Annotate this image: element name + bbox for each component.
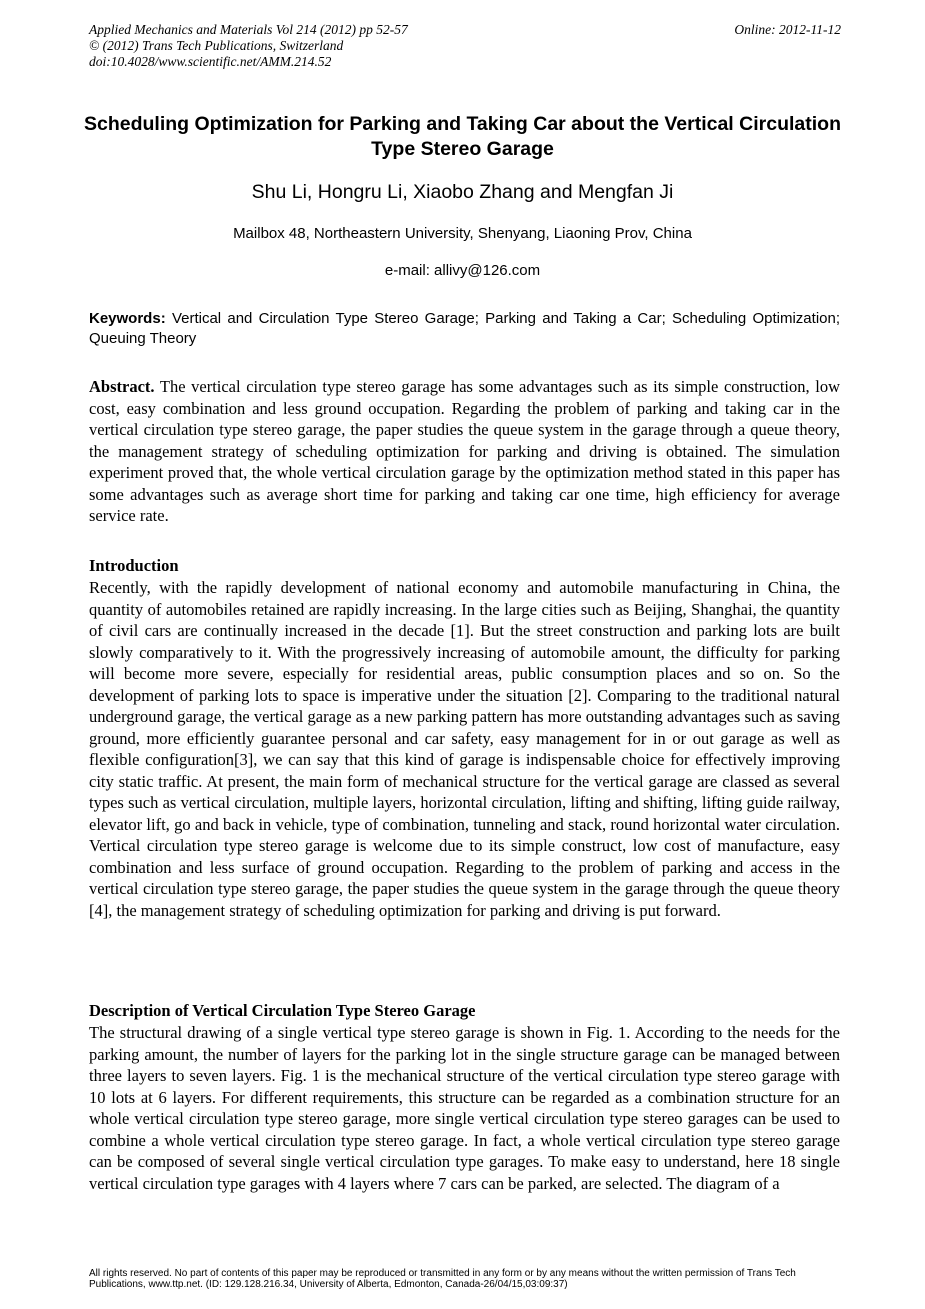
- affiliation: Mailbox 48, Northeastern University, Shenyang, Liaoning Prov, China: [233, 225, 692, 242]
- running-header: [89, 22, 841, 70]
- section-heading-introduction: Introduction: [89, 556, 179, 575]
- contact-email: e-mail: allivy@126.com: [384, 262, 541, 279]
- keywords-label: Keywords:: [89, 310, 166, 327]
- abstract-label: Abstract.: [89, 377, 155, 396]
- abstract-text: The vertical circulation type stereo garage has some advantages such as its simple construction, low cost, easy combination and less ground occupation. Regarding the problem of parking and taking car in the vertical circulation type stereo garage, the paper studies the queue system in the garage through a queue theory, the management strategy of scheduling optimization for parking and driving is obtained. The simulation experiment proved that, the whole vertical circulation garage by the optimization method stated in this paper has some advantages such as average short time for parking and taking car one time, high efficiency for average service rate.: [89, 377, 841, 525]
- section-heading-description: Description of Vertical Circulation Type Stereo Garage: [89, 1001, 476, 1020]
- rights-footer: All rights reserved. No part of contents of this paper may be reproduced or transmitted in any form or by any means without the written permission of Trans Tech Publications, www.ttp.net. (ID: 129.128.216.34, University of Alberta, Edmonton, Canada-26/04/15,03:09:37): [89, 1268, 796, 1290]
- abstract-block: [89, 376, 840, 527]
- journal-citation: Applied Mechanics and Materials Vol 214 (2012) pp 52-57: [89, 22, 408, 37]
- paper-title: Scheduling Optimization for Parking and Taking Car about the Vertical Circulation Type Stereo Garage: [84, 113, 841, 160]
- section-text-description: The structural drawing of a single vertical type stereo garage is shown in Fig. 1. According to the needs for the parking amount, the number of layers for the parking lot in the single structure garage can be managed between three layers to seven layers. Fig. 1 is the mechanical structure of the vertical circulation type stereo garage with 10 lots at 6 layers. For different requirements, this structure can be regarded as a combination structure for an whole vertical circulation type stereo garage, more single vertical circulation type stereo garages can be used to combine a whole vertical circulation type stereo garage. In fact, a whole vertical circulation type stereo garage can be composed of several single vertical circulation type garages. To make easy to understand, here 18 single vertical circulation type garages with 4 layers where 7 cars can be parked, are selected. The diagram of a: [89, 1023, 840, 1193]
- section-text-introduction: Recently, with the rapidly development of national economy and automobile manufacturing in China, the quantity of automobiles retained are rapidly increasing. In the large cities such as Beijing, Shanghai, the quantity of civil cars are continually increased in the decade [1]. But the street construction and parking lots are built slowly comparatively to it. With the progressively increasing of automobile amount, the difficulty for parking will become more severe, especially for residential areas, public consumption places and so on. So the development of parking lots to space is imperative under the situation [2]. Comparing to the traditional natural underground garage, the vertical garage as a new parking pattern has more outstanding advantages such as saving ground, more efficiently guarantee personal and car safety, easy management for in or out garage as well as flexible configuration[3], we can say that this kind of garage is indispensable choice for effectively improving city static traffic. At present, the main form of mechanical structure for the vertical garage are classed as several types such as vertical circulation, multiple layers, horizontal circulation, lifting and shifting, lifting guide railway, elevator lift, go and back in vehicle, type of combination, tunneling and stack, round horizontal water circulation. Vertical circulation type stereo garage is welcome due to its simple construct, low cost of manufacture, easy combination and less surface of ground occupation. Regarding to the problem of parking and access in the vertical circulation type stereo garage, the paper studies the queue system in the garage through the queue theory [4], the management strategy of scheduling optimization for parking and driving is put forward.: [89, 578, 840, 920]
- copyright-line: © (2012) Trans Tech Publications, Switzerland: [89, 38, 344, 53]
- keywords-text: Vertical and Circulation Type Stereo Garage; Parking and Taking a Car; Scheduling Optimization; Queuing Theory: [89, 310, 841, 347]
- keywords-block: [89, 309, 840, 349]
- doi-line: doi:10.4028/www.scientific.net/AMM.214.52: [89, 54, 332, 69]
- online-date: Online: 2012-11-12: [734, 22, 841, 37]
- author-list: Shu Li, Hongru Li, Xiaobo Zhang and Mengfan Ji: [251, 181, 674, 203]
